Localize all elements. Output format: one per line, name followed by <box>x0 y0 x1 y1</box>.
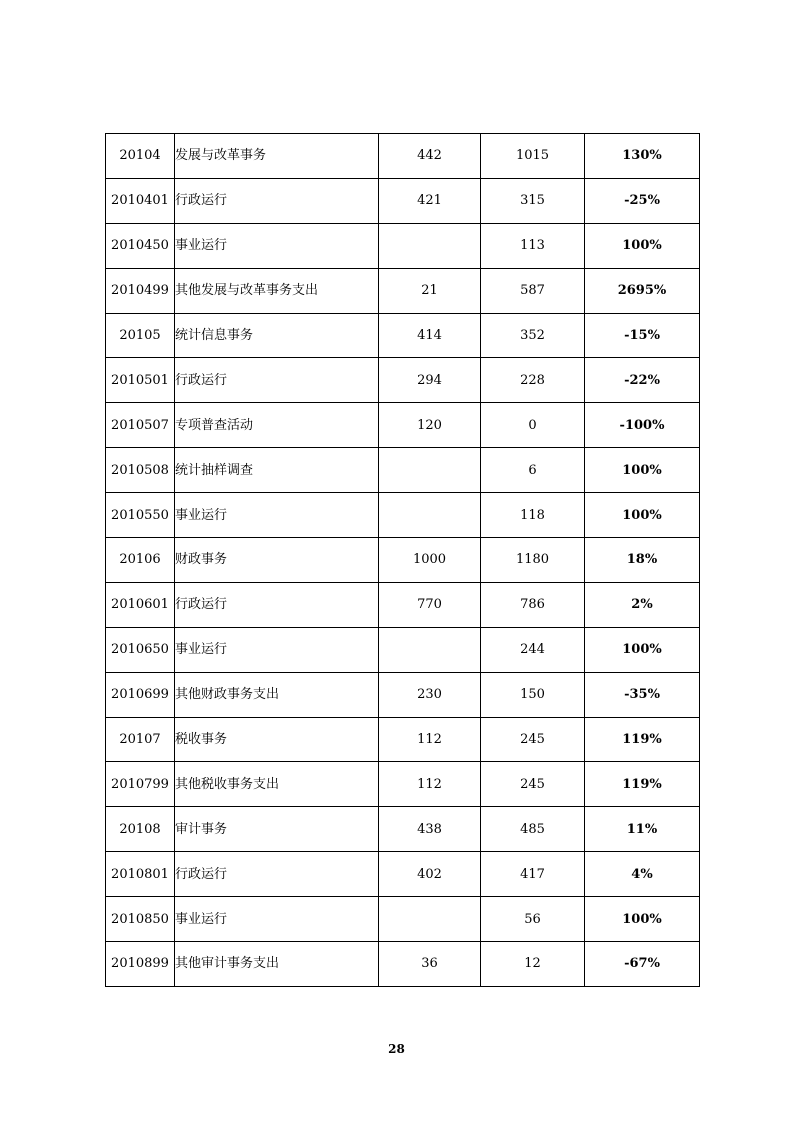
item-code-cell: 20105 <box>106 313 175 358</box>
change-percent-cell: 119% <box>585 762 700 807</box>
item-code-cell: 20107 <box>106 717 175 762</box>
item-name-cell: 事业运行 <box>175 493 379 538</box>
item-code-cell: 20104 <box>106 134 175 179</box>
item-name-cell: 其他发展与改革事务支出 <box>175 268 379 313</box>
prior-amount-cell: 230 <box>379 672 481 717</box>
current-amount-cell: 352 <box>481 313 585 358</box>
table-row <box>106 942 700 987</box>
item-code-cell: 20106 <box>106 538 175 583</box>
change-percent-cell: 100% <box>585 897 700 942</box>
item-name-cell: 财政事务 <box>175 538 379 583</box>
change-percent-cell: 2% <box>585 582 700 627</box>
table-row <box>106 627 700 672</box>
item-name-cell: 事业运行 <box>175 897 379 942</box>
change-percent-cell: 100% <box>585 493 700 538</box>
item-code-cell: 2010650 <box>106 627 175 672</box>
item-code-cell: 2010850 <box>106 897 175 942</box>
prior-amount-cell: 120 <box>379 403 481 448</box>
item-name-cell: 专项普查活动 <box>175 403 379 448</box>
current-amount-cell: 228 <box>481 358 585 403</box>
table-row <box>106 448 700 493</box>
page-number: 28 <box>388 1042 405 1056</box>
current-amount-cell: 150 <box>481 672 585 717</box>
item-code-cell: 2010499 <box>106 268 175 313</box>
prior-amount-cell: 438 <box>379 807 481 852</box>
change-percent-cell: -22% <box>585 358 700 403</box>
item-code-cell: 2010450 <box>106 223 175 268</box>
current-amount-cell: 1015 <box>481 134 585 179</box>
current-amount-cell: 485 <box>481 807 585 852</box>
item-code-cell: 2010501 <box>106 358 175 403</box>
table-row <box>106 897 700 942</box>
item-code-cell: 2010401 <box>106 178 175 223</box>
prior-amount-cell <box>379 448 481 493</box>
current-amount-cell: 0 <box>481 403 585 448</box>
change-percent-cell: 4% <box>585 852 700 897</box>
change-percent-cell: -67% <box>585 942 700 987</box>
current-amount-cell: 315 <box>481 178 585 223</box>
prior-amount-cell: 442 <box>379 134 481 179</box>
current-amount-cell: 245 <box>481 717 585 762</box>
item-name-cell: 事业运行 <box>175 223 379 268</box>
current-amount-cell: 245 <box>481 762 585 807</box>
item-code-cell: 2010699 <box>106 672 175 717</box>
change-percent-cell: 18% <box>585 538 700 583</box>
current-amount-cell: 417 <box>481 852 585 897</box>
prior-amount-cell: 112 <box>379 717 481 762</box>
prior-amount-cell: 402 <box>379 852 481 897</box>
current-amount-cell: 56 <box>481 897 585 942</box>
item-name-cell: 行政运行 <box>175 358 379 403</box>
table-row <box>106 762 700 807</box>
change-percent-cell: 100% <box>585 627 700 672</box>
table-row <box>106 178 700 223</box>
prior-amount-cell: 421 <box>379 178 481 223</box>
item-code-cell: 2010799 <box>106 762 175 807</box>
change-percent-cell: 119% <box>585 717 700 762</box>
prior-amount-cell <box>379 223 481 268</box>
item-name-cell: 行政运行 <box>175 178 379 223</box>
current-amount-cell: 6 <box>481 448 585 493</box>
table-row <box>106 852 700 897</box>
change-percent-cell: -35% <box>585 672 700 717</box>
current-amount-cell: 587 <box>481 268 585 313</box>
item-name-cell: 审计事务 <box>175 807 379 852</box>
item-code-cell: 2010507 <box>106 403 175 448</box>
item-name-cell: 事业运行 <box>175 627 379 672</box>
current-amount-cell: 113 <box>481 223 585 268</box>
item-code-cell: 2010801 <box>106 852 175 897</box>
budget-table <box>105 133 700 987</box>
item-name-cell: 行政运行 <box>175 852 379 897</box>
change-percent-cell: 2695% <box>585 268 700 313</box>
change-percent-cell: -25% <box>585 178 700 223</box>
prior-amount-cell <box>379 493 481 538</box>
change-percent-cell: 130% <box>585 134 700 179</box>
table-row <box>106 134 700 179</box>
table-row <box>106 223 700 268</box>
item-code-cell: 2010601 <box>106 582 175 627</box>
item-name-cell: 其他审计事务支出 <box>175 942 379 987</box>
current-amount-cell: 244 <box>481 627 585 672</box>
table-row <box>106 582 700 627</box>
current-amount-cell: 786 <box>481 582 585 627</box>
table-row <box>106 538 700 583</box>
change-percent-cell: 100% <box>585 223 700 268</box>
table-row <box>106 493 700 538</box>
item-name-cell: 统计信息事务 <box>175 313 379 358</box>
item-code-cell: 2010550 <box>106 493 175 538</box>
item-name-cell: 其他财政事务支出 <box>175 672 379 717</box>
item-name-cell: 发展与改革事务 <box>175 134 379 179</box>
table-row <box>106 672 700 717</box>
item-name-cell: 行政运行 <box>175 582 379 627</box>
prior-amount-cell: 36 <box>379 942 481 987</box>
change-percent-cell: -15% <box>585 313 700 358</box>
table-row <box>106 403 700 448</box>
prior-amount-cell <box>379 897 481 942</box>
prior-amount-cell: 414 <box>379 313 481 358</box>
item-name-cell: 统计抽样调查 <box>175 448 379 493</box>
current-amount-cell: 118 <box>481 493 585 538</box>
prior-amount-cell <box>379 627 481 672</box>
table-row <box>106 807 700 852</box>
change-percent-cell: 100% <box>585 448 700 493</box>
item-code-cell: 20108 <box>106 807 175 852</box>
table-row <box>106 717 700 762</box>
item-code-cell: 2010508 <box>106 448 175 493</box>
change-percent-cell: 11% <box>585 807 700 852</box>
item-name-cell: 其他税收事务支出 <box>175 762 379 807</box>
prior-amount-cell: 1000 <box>379 538 481 583</box>
item-name-cell: 税收事务 <box>175 717 379 762</box>
prior-amount-cell: 112 <box>379 762 481 807</box>
prior-amount-cell: 770 <box>379 582 481 627</box>
table-row <box>106 268 700 313</box>
current-amount-cell: 12 <box>481 942 585 987</box>
table-row <box>106 313 700 358</box>
prior-amount-cell: 294 <box>379 358 481 403</box>
table-row <box>106 358 700 403</box>
item-code-cell: 2010899 <box>106 942 175 987</box>
table-body <box>106 134 700 987</box>
current-amount-cell: 1180 <box>481 538 585 583</box>
change-percent-cell: -100% <box>585 403 700 448</box>
prior-amount-cell: 21 <box>379 268 481 313</box>
